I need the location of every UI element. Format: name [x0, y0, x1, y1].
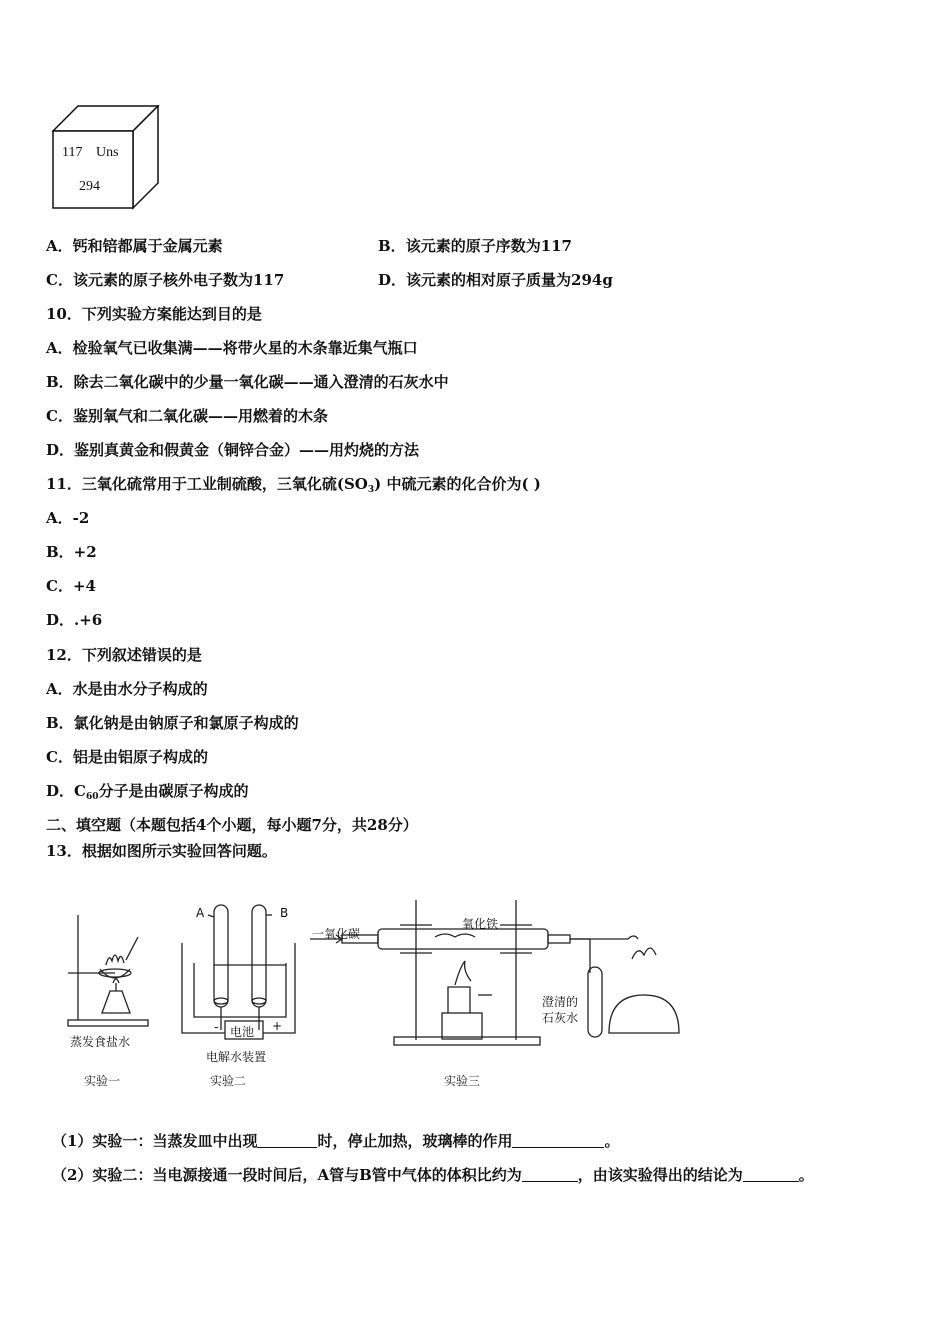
q9-option-b: B．该元素的原子序数为117	[378, 237, 572, 255]
q13-part2: （2）实验二：当电源接通一段时间后，A管与B管中气体的体积比约为 ，由该实验得出的结论为 。	[52, 1166, 814, 1184]
q11-option-d: D．.+6	[46, 611, 103, 629]
q12-option-a: A．水是由水分子构成的	[46, 680, 208, 698]
q12-option-d: D．$C_{60}$分子是由碳原子构成的	[46, 782, 249, 802]
q10-option-b: B．除去二氧化碳中的少量一氧化碳——通入澄清的石灰水中	[46, 373, 449, 391]
q9-option-a: A．钙和锫都属于金属元素	[46, 237, 223, 255]
q12-option-b: B．氯化钠是由钠原子和氯原子构成的	[46, 714, 299, 732]
exp3-co-label: 一氧化碳	[312, 927, 361, 941]
q13-part1: （1）实验一：当蒸发皿中出现 时，停止加热，玻璃棒的作用 。	[52, 1132, 620, 1150]
element-mass: 294	[79, 179, 100, 194]
q13-part2-blank2[interactable]	[743, 1167, 799, 1182]
q11-option-c: C．+4	[46, 577, 96, 595]
q13-part1-blank2[interactable]	[512, 1133, 604, 1148]
q11-option-b: B．+2	[46, 543, 97, 561]
q10-stem: 10．下列实验方案能达到目的是	[46, 305, 262, 323]
q13-part1-blank1[interactable]	[257, 1133, 317, 1148]
element-number: 117	[62, 145, 83, 160]
exp2-label-a: A	[196, 906, 205, 920]
section-heading: 二、填空题（本题包括4个小题，每小题7分，共28分）	[46, 816, 418, 834]
q10-option-d: D．鉴别真黄金和假黄金（铜锌合金）——用灼烧的方法	[46, 441, 420, 459]
exp3-limewater-line2: 石灰水	[542, 1011, 579, 1025]
q11-option-a: A．-2	[46, 509, 90, 527]
exp2-name: 实验二	[210, 1074, 247, 1088]
exp3-fe2o3-label: 氧化铁	[462, 917, 499, 931]
q9-option-c: C．该元素的原子核外电子数为117	[46, 271, 285, 289]
exp2-caption: 电解水装置	[206, 1050, 267, 1064]
q13-stem: 13．根据如图所示实验回答问题。	[46, 842, 277, 860]
q10-option-a: A．检验氧气已收集满——将带火星的木条靠近集气瓶口	[46, 339, 418, 357]
exp2-label-b: B	[280, 906, 289, 920]
element-symbol: Uns	[96, 145, 119, 160]
experiment-drawing	[60, 895, 680, 1095]
q9-option-d: D．该元素的相对原子质量为294g	[378, 271, 613, 289]
exp1-name: 实验一	[84, 1074, 121, 1088]
q13-part2-blank1[interactable]	[522, 1167, 578, 1182]
exp2-plus: +	[272, 1019, 283, 1033]
q12-stem: 12．下列叙述错误的是	[46, 646, 202, 664]
exp2-battery: 电池	[230, 1025, 255, 1039]
exp2-minus: -	[214, 1020, 219, 1034]
q12-option-c: C．铝是由铝原子构成的	[46, 748, 208, 766]
exp1-caption: 蒸发食盐水	[70, 1035, 131, 1049]
exp3-name: 实验三	[444, 1074, 481, 1088]
exp3-limewater-line1: 澄清的	[542, 995, 579, 1009]
q10-option-c: C．鉴别氧气和二氧化碳——用燃着的木条	[46, 407, 328, 425]
experiment-figure	[60, 895, 680, 1095]
q11-stem: 11．三氧化硫常用于工业制硫酸，三氧化硫$(SO_3)$ 中硫元素的化合价为( )	[46, 475, 541, 495]
element-cube-figure	[52, 105, 162, 210]
